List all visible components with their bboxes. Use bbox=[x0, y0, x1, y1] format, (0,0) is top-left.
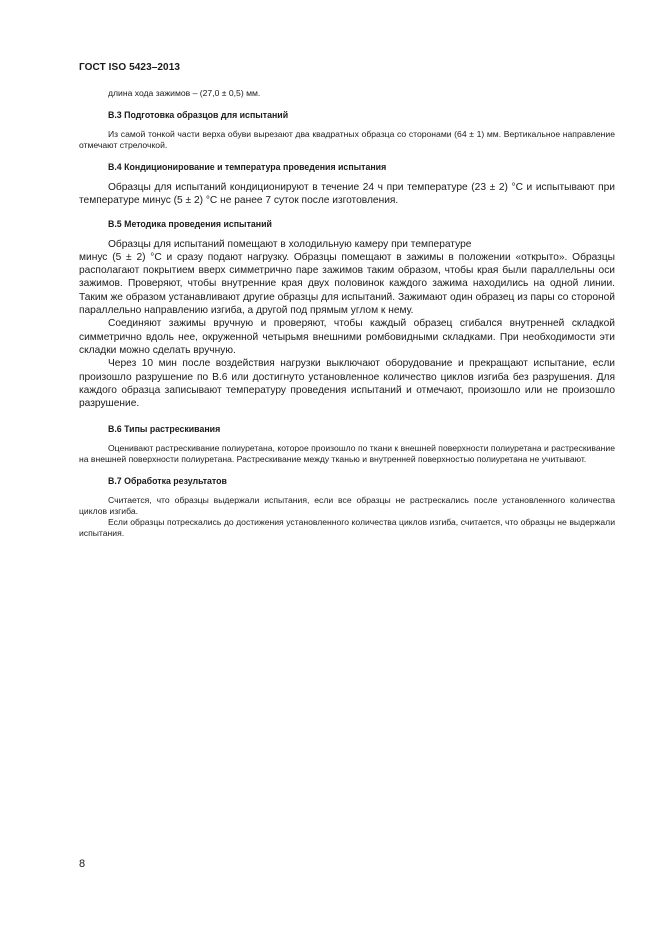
intro-line: длина хода зажимов – (27,0 ± 0,5) мм. bbox=[108, 88, 261, 98]
section-b7-paragraph-2: Если образцы потрескались до достижения установленного количества циклов изгиба, считается, что образцы не выдержали испытания. bbox=[79, 517, 615, 539]
page-content bbox=[79, 88, 615, 539]
section-b5-paragraph-3: Через 10 мин после воздействия нагрузки выключают оборудование и прекращают испытание, если произошло разрушение по В.6 или достигнуто установленное количество циклов изгиба без разрушения. Для каждого образца записывают температуру проведения испытаний и отмечают, произошло или не произошло разрушение. bbox=[79, 358, 615, 410]
section-b5-paragraph-2: Соединяют зажимы вручную и проверяют, чтобы каждый образец сгибался внутренней складкой симметрично вдоль нее, окруженной четырьмя внешними ромбовидными складками. При необходимости эти складки можно сделать вручную. bbox=[79, 318, 615, 356]
section-b3-heading: В.3 Подготовка образцов для испытаний bbox=[108, 110, 289, 120]
section-b4-paragraph: Образцы для испытаний кондиционируют в течение 24 ч при температуре (23 ± 2) °С и испытывают при температуре минус (5 ± 2) °С не ранее 7 суток после изготовления. bbox=[79, 182, 615, 207]
section-b7-paragraph-1: Считается, что образцы выдержали испытания, если все образцы не растрескались после установленного количества циклов изгиба. bbox=[79, 495, 615, 517]
section-b5-paragraph-1a: Образцы для испытаний помещают в холодильную камеру при температуре bbox=[108, 238, 472, 250]
section-b7-heading: В.7 Обработка результатов bbox=[108, 476, 227, 487]
section-b5-heading: В.5 Методика проведения испытаний bbox=[108, 218, 272, 229]
section-b3-paragraph: Из самой тонкой части верха обуви вырезают два квадратных образца со сторонами (64 ± 1) мм. Вертикальное направление отмечают стрелочкой. bbox=[79, 129, 615, 150]
section-b5-paragraph-1b: минус (5 ± 2) °С и сразу подают нагрузку. Образцы помещают в зажимы в положении «открыто». Образцы располагают покрытием вверх симметрично паре зажимов таким образом, чтобы края были параллельны оси зажимов. Проверяют, чтобы внутренние края двух половинок каждого зажима находились на одной линии. Таким же образом устанавливают другие образцы для испытаний. Зажимают один образец из пары со стороной параллельно направлению изгиба, а другой под прямым углом к нему. bbox=[79, 251, 615, 317]
section-b4-heading: В.4 Кондиционирование и температура проведения испытания bbox=[108, 162, 387, 172]
page-number: 8 bbox=[79, 858, 86, 870]
section-b6-paragraph: Оценивают растрескивание полиуретана, которое произошло по ткани к внешней поверхности полиуретана и растрескивание на внешней поверхности полиуретана. Растрескивание между тканью и внутренней поверхностью полиуретана не учитывают. bbox=[79, 443, 615, 465]
document-code: ГОСТ ISO 5423–2013 bbox=[79, 62, 181, 73]
section-b6-heading: В.6 Типы растрескивания bbox=[108, 424, 221, 435]
